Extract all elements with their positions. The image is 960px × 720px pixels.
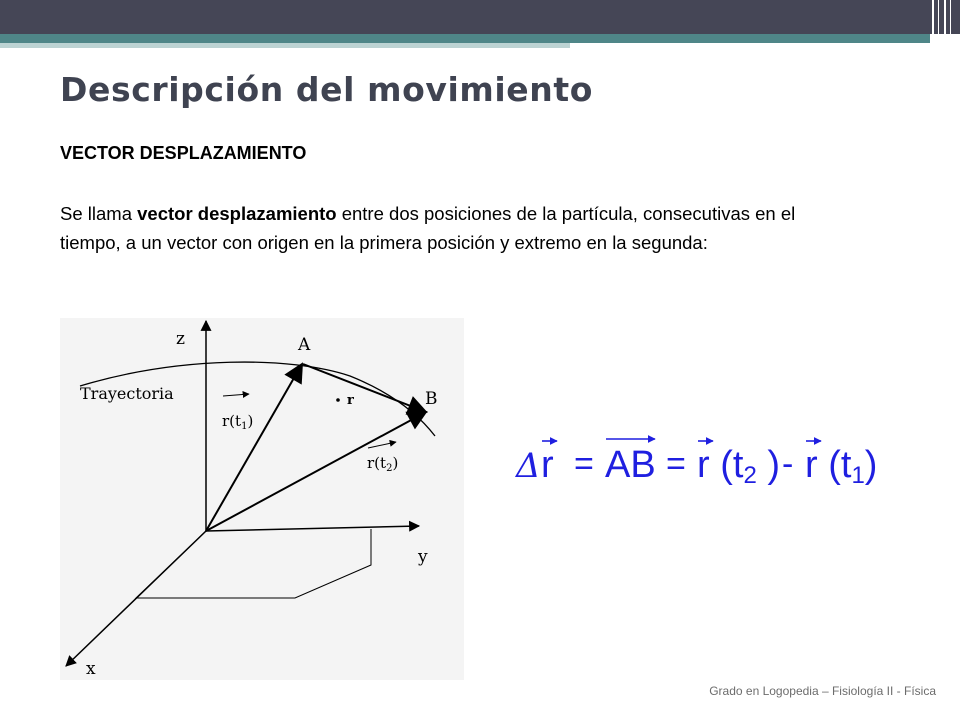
decorative-lines [926,0,960,70]
r2-open: ( [374,454,381,472]
formula-equals-2: = [666,445,686,483]
term2-close: ) [864,444,878,486]
accent-band-light [0,43,570,48]
header-bar [0,0,960,34]
term1-space [710,444,721,486]
formula-equals-1: = [574,445,594,483]
trayectoria-label: Trayectoria [80,384,174,403]
z-label: z [176,329,185,349]
point-b-label: B [425,389,438,409]
paragraph-term: vector desplazamiento [137,203,337,224]
r1-t: t [235,412,242,430]
term1-r: r [697,444,710,486]
formula-term2 [805,444,877,489]
r2-r: r [367,454,375,472]
term2-open: ( [828,444,841,486]
r2-label [367,454,398,474]
paragraph-rest: entre dos posiciones de la partícula, consecutivas en el tiempo, a un vector con origen en la primera posición y extremo en la segunda: [60,203,796,253]
r1-sub: 1 [241,421,248,432]
formula-r: r [541,444,554,486]
term1-t: t [732,444,744,486]
delta-marker-dot [336,398,340,402]
term1-sub: 2 [743,462,757,489]
paragraph-intro: Se llama [60,203,138,224]
y-label: y [418,547,428,567]
delta-r-label: r [347,393,354,408]
term1-open: ( [720,444,733,486]
r2-t: t [380,454,387,472]
accent-band [0,34,930,43]
r2-sub: 2 [386,463,393,474]
r1-label [222,412,253,432]
slide-title: Descripción del movimiento [60,70,594,109]
formula-ab: AB [605,444,656,486]
r1-close: ) [247,412,254,430]
r2-close: ) [392,454,399,472]
section-heading: VECTOR DESPLAZAMIENTO [60,143,307,163]
formula-delta: Δ [516,446,541,486]
figure-background [60,318,464,680]
point-a-label: A [298,335,311,355]
footer-course: Grado en Logopedia – Fisiología II - Física [709,684,936,698]
displacement-formula [510,430,890,490]
term2-t: t [840,444,852,486]
r1-open: ( [229,412,236,430]
term1-close: ) [767,444,781,486]
term1-space2 [757,444,768,486]
formula-term1 [697,444,780,489]
definition-paragraph [60,199,840,257]
displacement-diagram [60,318,464,680]
term2-space [818,444,829,486]
term2-sub: 1 [851,462,865,489]
formula-minus: - [782,445,794,483]
r1-r: r [222,412,230,430]
x-label: x [86,659,96,679]
term2-r: r [805,444,818,486]
